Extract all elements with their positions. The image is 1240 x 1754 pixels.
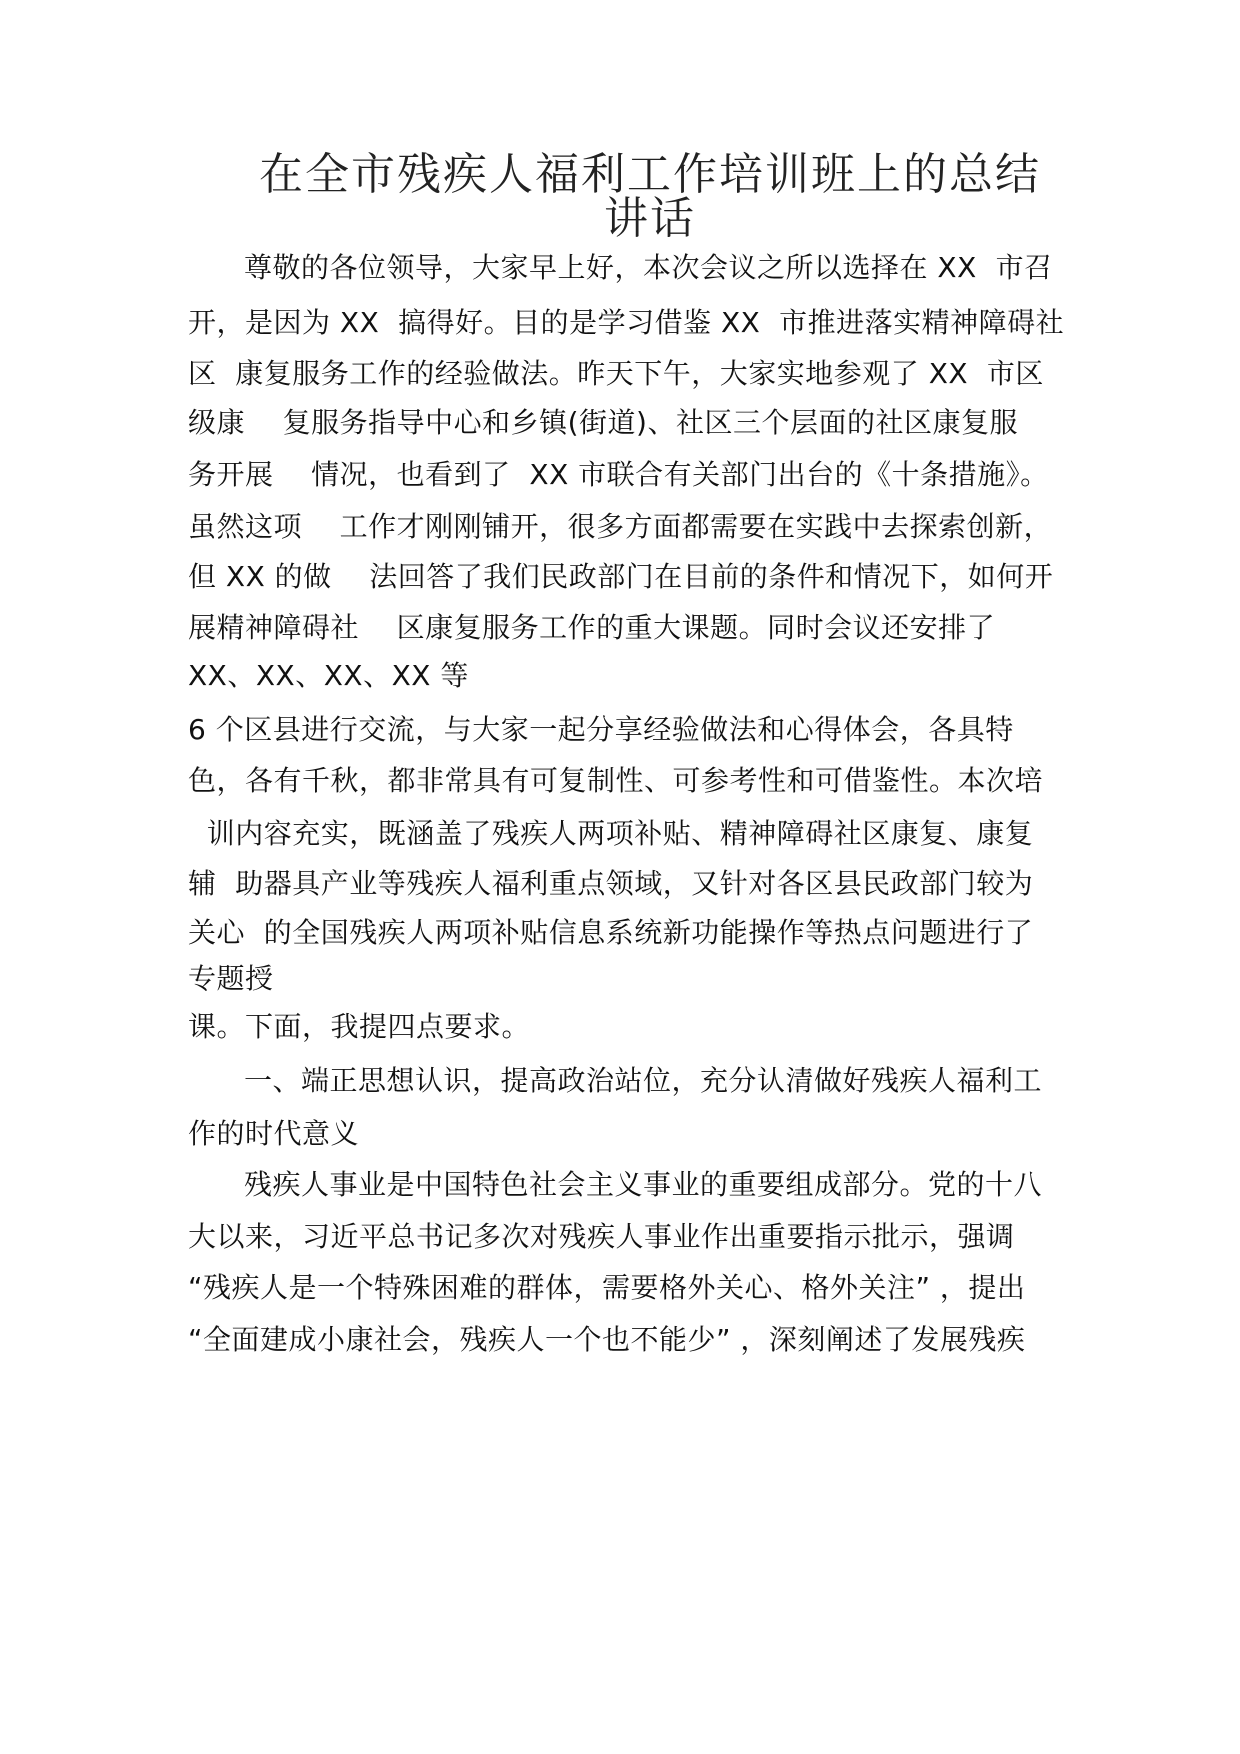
body-line: 6 个区县进行交流，与大家一起分享经验做法和心得体会，各具特	[188, 713, 1014, 746]
body-line: 色，各有千秋，都非常具有可复制性、可参考性和可借鉴性。本次培	[188, 764, 1044, 797]
body-line: 课。下面，我提四点要求。	[188, 1010, 531, 1043]
body-line: XX、XX、XX、XX 等	[188, 659, 469, 692]
body-line: 专题授	[188, 962, 274, 995]
document-title-line-1: 在全市残疾人福利工作培训班上的总结	[259, 149, 1041, 200]
body-line: 辅 助器具产业等残疾人福利重点领域，又针对各区县民政部门较为	[188, 867, 1034, 900]
body-line: “全面建成小康社会，残疾人一个也不能少” ，深刻阐述了发展残疾	[188, 1323, 1026, 1356]
section-heading-line: 作的时代意义	[188, 1117, 360, 1150]
body-line: 务开展 情况，也看到了 XX 市联合有关部门出台的《十条措施》。	[188, 458, 1049, 491]
body-line: 虽然这项 工作才刚刚铺开，很多方面都需要在实践中去探索创新，	[188, 510, 1053, 543]
body-line: 开，是因为 XX 搞得好。目的是学习借鉴 XX 市推进落实精神障碍社	[188, 306, 1065, 339]
body-line: 关心 的全国残疾人两项补贴信息系统新功能操作等热点问题进行了	[188, 916, 1034, 949]
body-line: “残疾人是一个特殊困难的群体，需要格外关心、格外关注” ，提出	[188, 1271, 1026, 1304]
body-line: 残疾人事业是中国特色社会主义事业的重要组成部分。党的十八	[244, 1168, 1043, 1201]
body-line: 区 康复服务工作的经验做法。昨天下午，大家实地参观了 XX 市区	[188, 357, 1044, 390]
body-line: 大以来，习近平总书记多次对残疾人事业作出重要指示批示，强调	[188, 1220, 1015, 1253]
section-heading-line: 一、端正思想认识，提高政治站位，充分认清做好残疾人福利工	[244, 1064, 1043, 1097]
body-line: 但 XX 的做 法回答了我们民政部门在目前的条件和情况下，如何开	[188, 560, 1054, 593]
body-line: 展精神障碍社 区康复服务工作的重大课题。同时会议还安排了	[188, 611, 996, 644]
body-line: 训内容充实，既涵盖了残疾人两项补贴、精神障碍社区康复、康复	[188, 817, 1034, 850]
document-title-line-2: 讲话	[604, 193, 696, 244]
body-line: 级康 复服务指导中心和乡镇(街道)、社区三个层面的社区康复服	[188, 406, 1018, 439]
body-line: 尊敬的各位领导，大家早上好，本次会议之所以选择在 XX 市召	[244, 251, 1053, 284]
